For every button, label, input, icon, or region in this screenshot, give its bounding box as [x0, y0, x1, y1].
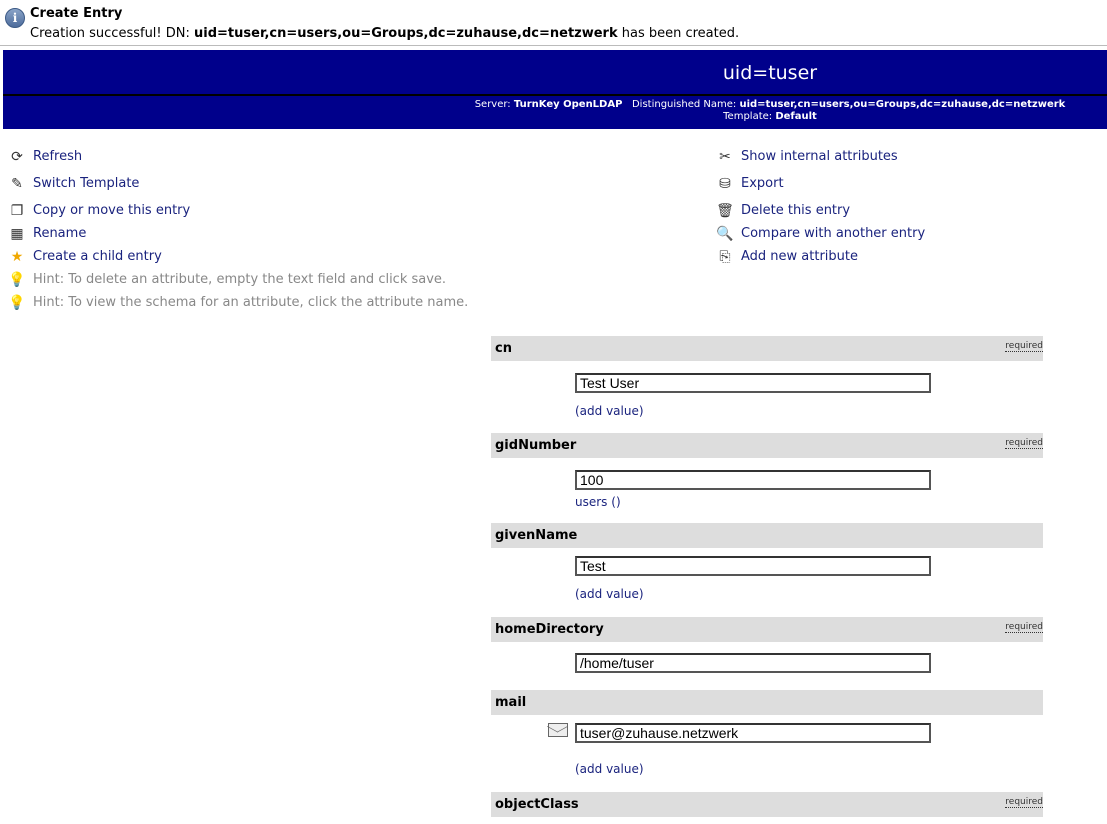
export-icon: ⛁: [719, 176, 731, 192]
notice-message: Creation successful! DN: uid=tuser,cn=users,ou=Groups,dc=zuhause,dc=netzwerk has been created.: [30, 26, 740, 41]
group-link: users (): [575, 495, 621, 509]
trash-icon: 🗑: [716, 203, 734, 219]
mail-icon[interactable]: [548, 723, 568, 737]
template-name: Default: [775, 111, 817, 122]
success-notice: [0, 0, 1107, 44]
attr-name-cn[interactable]: cn: [495, 341, 512, 356]
tools-icon: ✂: [719, 149, 731, 165]
divider: [0, 45, 1107, 46]
copy-icon: ❐: [10, 203, 24, 219]
entry-title: uid=tuser: [722, 62, 818, 84]
star-icon: ★: [10, 249, 24, 265]
header-dn: uid=tuser,cn=users,ou=Groups,dc=zuhause,dc=netzwerk: [739, 99, 1066, 110]
homedirectory-input[interactable]: [575, 653, 931, 673]
attr-name-givenname[interactable]: givenName: [495, 528, 578, 543]
add-value-link[interactable]: (add value): [575, 587, 644, 601]
add-value-link[interactable]: (add value): [575, 762, 644, 776]
attr-header-mail: [491, 690, 1043, 715]
entry-header: [3, 50, 1107, 129]
compare-icon: 🔍: [716, 226, 734, 242]
server-name: TurnKey OpenLDAP: [513, 99, 623, 110]
header-divider: [3, 94, 1107, 96]
attr-header-objectclass: [491, 792, 1043, 817]
notice-title: Create Entry: [30, 6, 123, 21]
attr-header-homedirectory: [491, 617, 1043, 642]
entry-meta: Server: TurnKey OpenLDAP Distinguished Name: uid=tuser,cn=users,ou=Groups,dc=zuhause,dc=netzwerk Template: Default: [474, 99, 1066, 122]
info-icon: i: [5, 8, 25, 28]
attr-header-givenname: [491, 523, 1043, 548]
cn-input[interactable]: [575, 373, 931, 393]
attr-header-cn: [491, 336, 1043, 361]
lightbulb-icon: 💡: [8, 272, 26, 288]
attr-name-gidnumber[interactable]: gidNumber: [495, 438, 577, 453]
lightbulb-icon: 💡: [8, 295, 26, 311]
attr-name-homedirectory[interactable]: homeDirectory: [495, 622, 604, 637]
required-marker: required: [1005, 438, 1043, 448]
gidnumber-input[interactable]: [575, 470, 931, 490]
required-marker: required: [1005, 797, 1043, 807]
attr-name-mail[interactable]: mail: [495, 695, 527, 710]
switch-template-icon: ✎: [11, 176, 23, 192]
attr-name-objectclass[interactable]: objectClass: [495, 797, 579, 812]
required-marker: required: [1005, 622, 1043, 632]
mail-input[interactable]: [575, 723, 931, 743]
group-users-link[interactable]: users: [575, 495, 608, 509]
required-marker: required: [1005, 341, 1043, 351]
attr-header-gidnumber: [491, 433, 1043, 458]
add-attribute-icon: ⎘: [719, 249, 731, 265]
refresh-icon: ⟳: [11, 149, 23, 165]
rename-icon: ▦: [10, 226, 24, 242]
add-value-link[interactable]: (add value): [575, 404, 644, 418]
givenname-input[interactable]: [575, 556, 931, 576]
notice-dn: uid=tuser,cn=users,ou=Groups,dc=zuhause,dc=netzwerk: [194, 26, 618, 41]
